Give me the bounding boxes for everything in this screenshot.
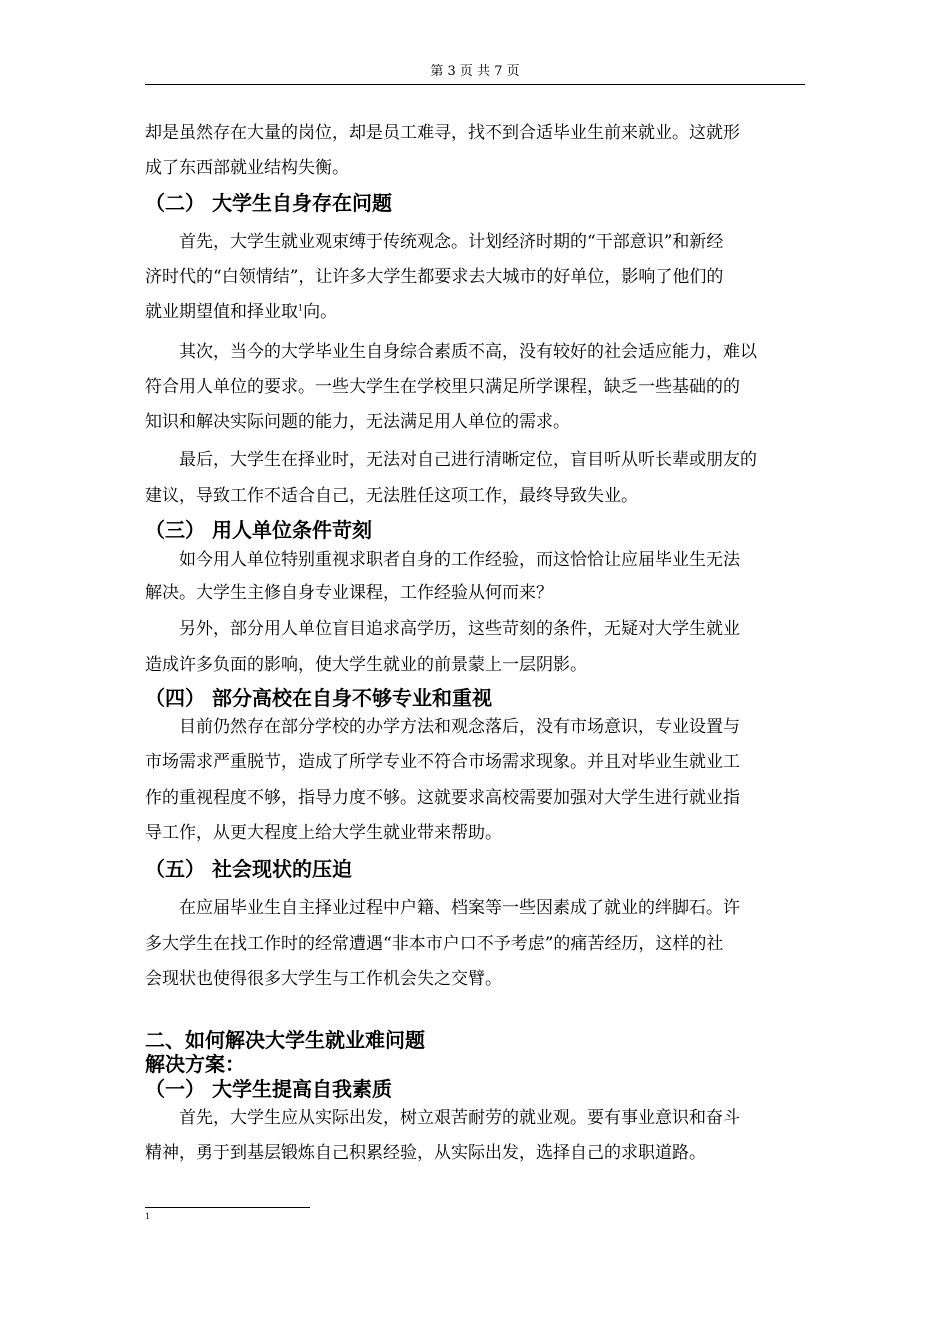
body-line: 解决。大学生主修自身专业课程，工作经验从何而来？	[145, 583, 553, 603]
body-line: 济时代的“白领情结”，让许多大学生都要求去大城市的好单位，影响了他们的	[145, 267, 724, 287]
body-line: 符合用人单位的要求。一些大学生在学校里只满足所学课程，缺乏一些基础的的	[145, 377, 740, 397]
body-line: 首先，大学生应从实际出发，树立艰苦耐劳的就业观。要有事业意识和奋斗	[179, 1108, 740, 1128]
chapter-heading: 二、如何解决大学生就业难问题	[145, 1028, 425, 1052]
body-line: 最后，大学生在择业时，无法对自己进行清晰定位，盲目听从听长辈或朋友的	[179, 450, 757, 470]
body-line: 目前仍然存在部分学校的办学方法和观念落后，没有市场意识，专业设置与	[179, 717, 740, 737]
body-line: 成了东西部就业结构失衡。	[145, 158, 349, 178]
body-line: 多大学生在找工作时的经常遭遇“非本市户口不予考虑”的痛苦经历，这样的社	[145, 934, 724, 954]
body-line: 作的重视程度不够，指导力度不够。这就要求高校需要加强对大学生进行就业指	[145, 788, 740, 808]
footnote-rule	[145, 1207, 310, 1208]
section-heading: （二） 大学生自身存在问题	[145, 191, 392, 215]
body-line: 精神，勇于到基层锻炼自己积累经验，从实际出发，选择自己的求职道路。	[145, 1143, 706, 1163]
body-line: 在应届毕业生自主择业过程中户籍、档案等一些因素成了就业的绊脚石。许	[179, 898, 740, 918]
section-heading: （五） 社会现状的压迫	[145, 857, 352, 881]
header-rule	[145, 84, 805, 85]
footnote-number: 1	[145, 1212, 151, 1221]
section-heading: （三） 用人单位条件苛刻	[145, 518, 372, 542]
body-line: 会现状也使得很多大学生与工作机会失之交臂。	[145, 969, 502, 989]
body-line: 就业期望值和择业取$^1$向。	[145, 302, 338, 322]
page-header: 第 3 页 共 7 页	[430, 64, 520, 79]
body-line: 导工作，从更大程度上给大学生就业带来帮助。	[145, 823, 502, 843]
footnote-ref[interactable]: 1	[298, 303, 304, 313]
body-line: 另外，部分用人单位盲目追求高学历，这些苛刻的条件，无疑对大学生就业	[179, 619, 740, 639]
body-line: 却是虽然存在大量的岗位，却是员工难寻，找不到合适毕业生前来就业。这就形	[145, 123, 740, 143]
body-line: 市场需求严重脱节，造成了所学专业不符合市场需求现象。并且对毕业生就业工	[145, 752, 740, 772]
section-heading: （一） 大学生提高自我素质	[145, 1077, 392, 1101]
body-line: 建议，导致工作不适合自己，无法胜任这项工作，最终导致失业。	[145, 486, 638, 506]
body-line: 知识和解决实际问题的能力，无法满足用人单位的需求。	[145, 412, 570, 432]
body-line: 如今用人单位特别重视求职者自身的工作经验，而这恰恰让应届毕业生无法	[179, 550, 740, 570]
section-heading: （四） 部分高校在自身不够专业和重视	[145, 686, 492, 710]
body-line: 造成许多负面的影响，使大学生就业的前景蒙上一层阴影。	[145, 655, 587, 675]
body-line: 其次，当今的大学毕业生自身综合素质不高，没有较好的社会适应能力，难以	[179, 342, 757, 362]
subheading: 解决方案：	[145, 1052, 245, 1076]
body-line: 首先，大学生就业观束缚于传统观念。计划经济时期的“干部意识”和新经	[179, 232, 724, 252]
